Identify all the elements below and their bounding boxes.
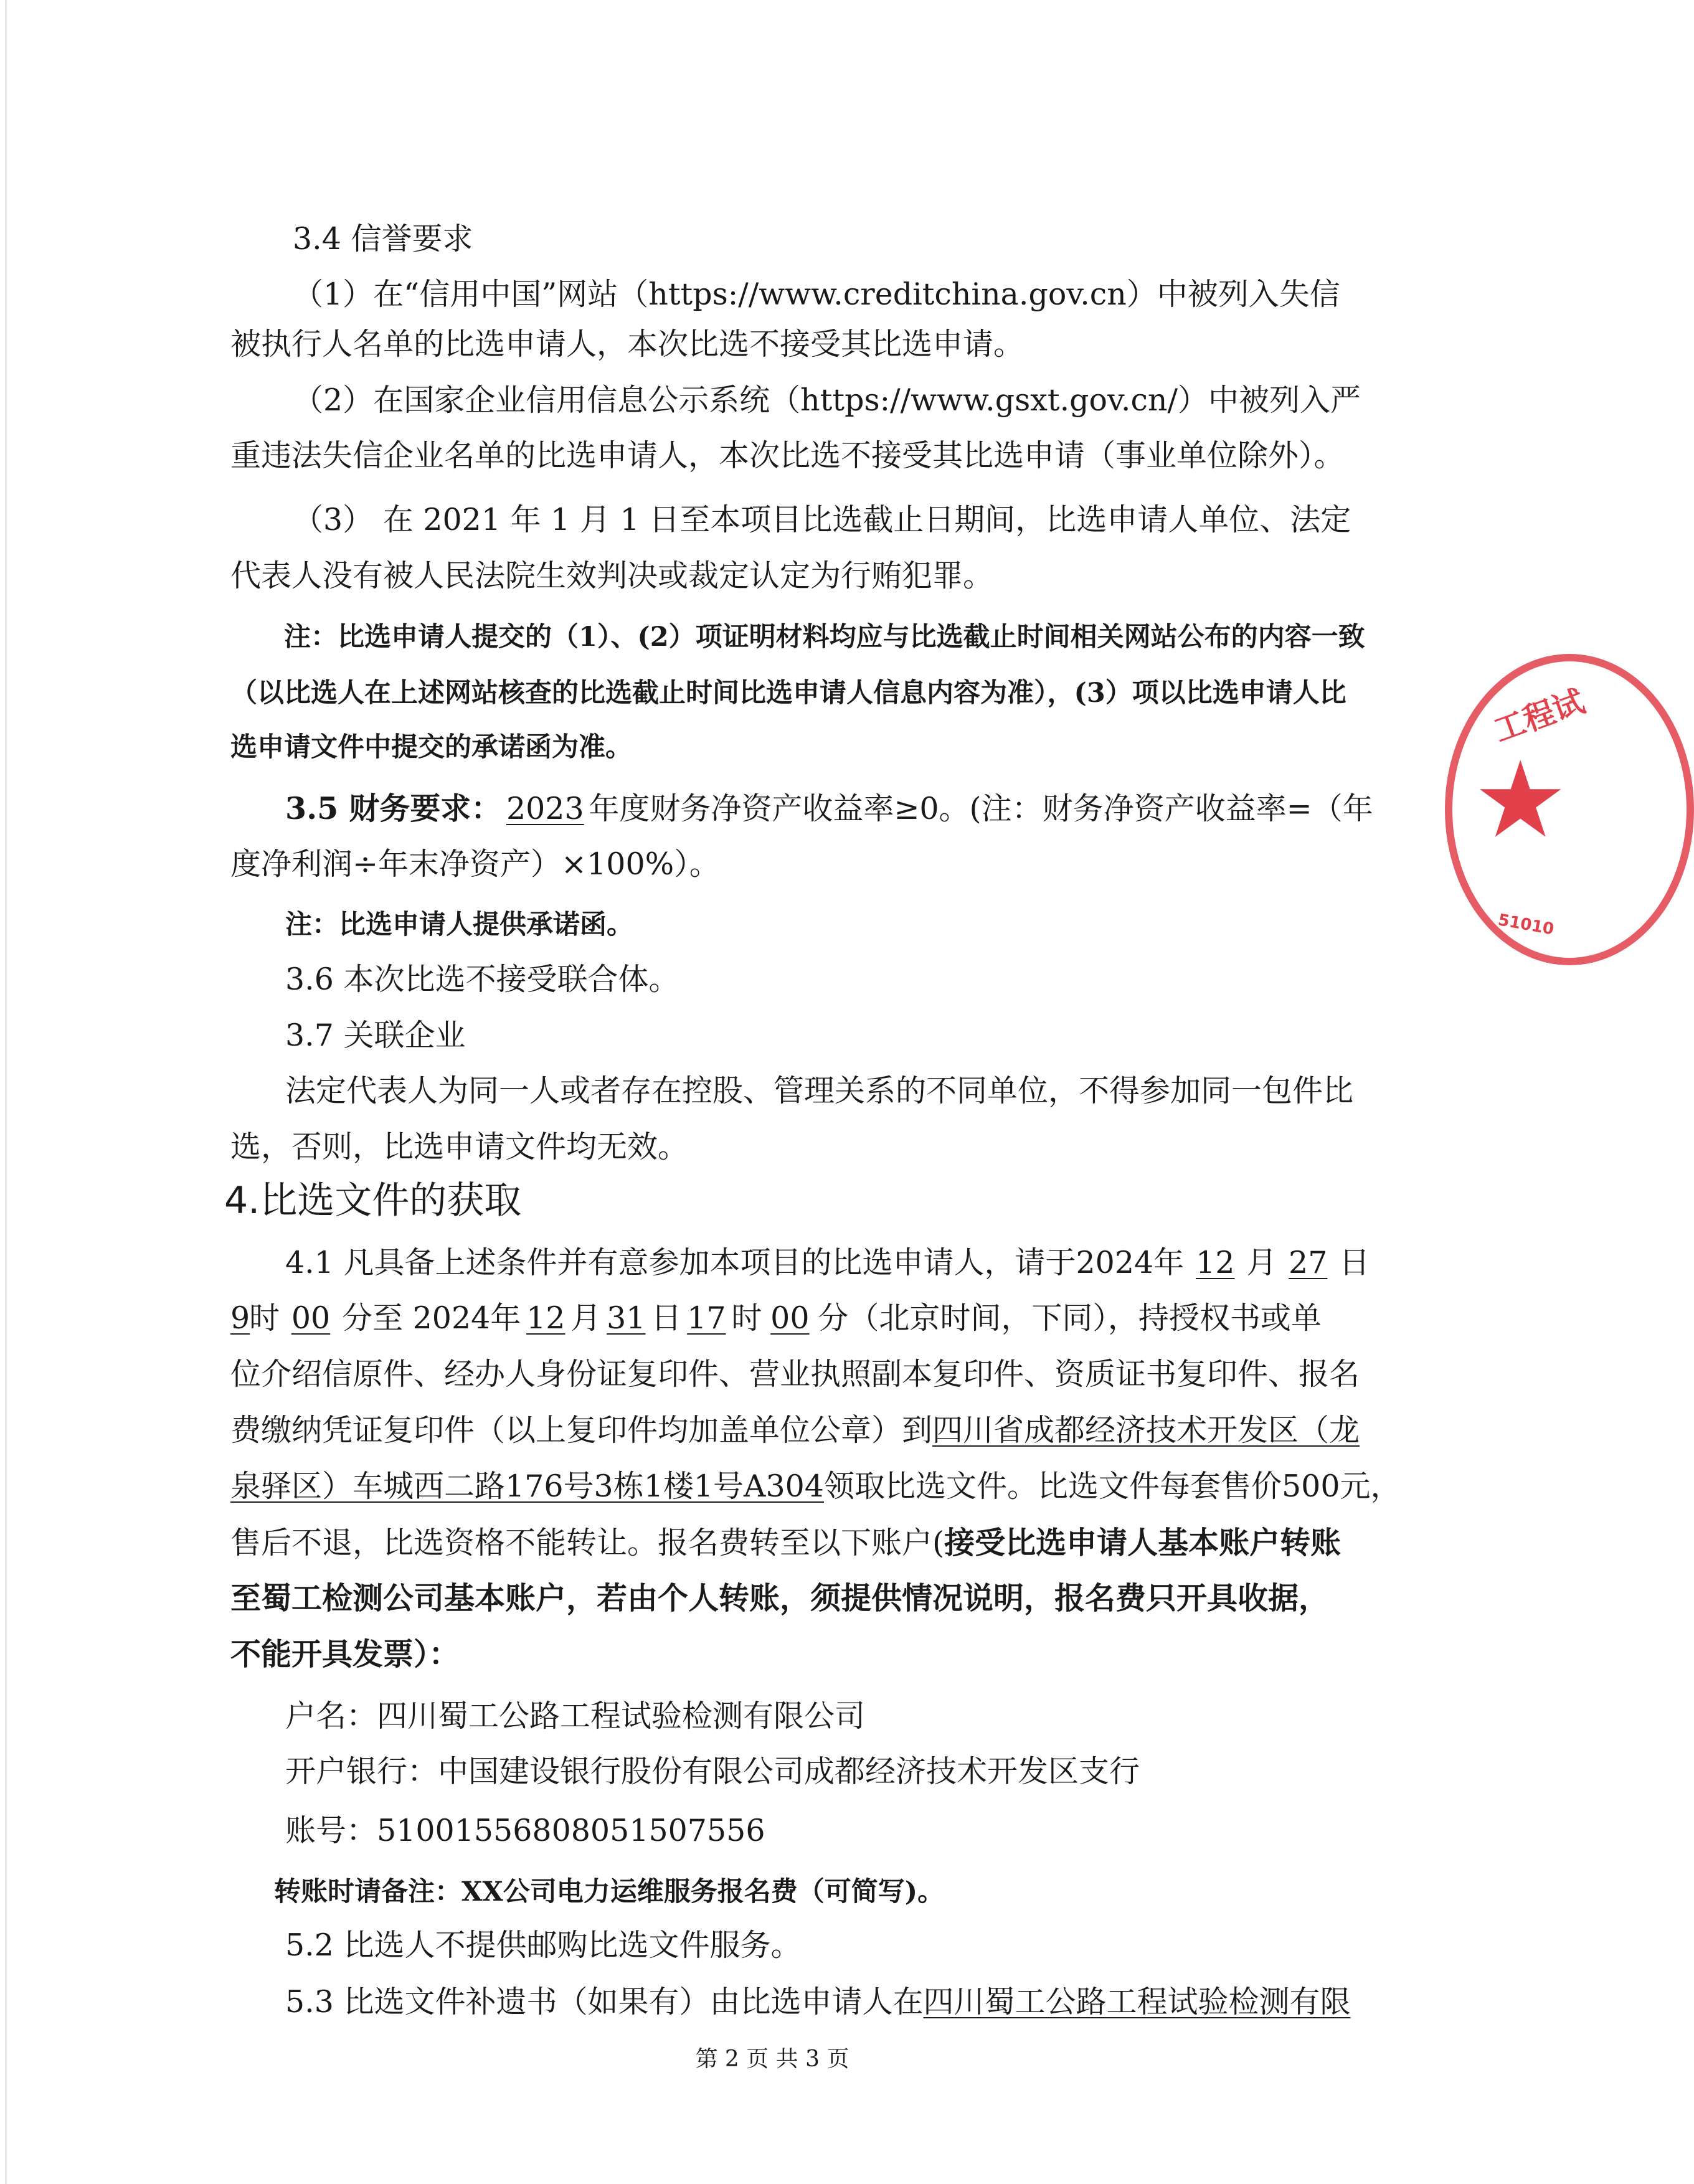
s41-line2: [230, 1300, 1364, 1337]
s34-note-line3: 选申请文件中提交的承诺函为准。: [230, 732, 632, 763]
seal-number: 51010: [1497, 910, 1556, 939]
s35-text: 年度财务净资产收益率≥0。(注：财务净资产收益率=（年: [589, 791, 1373, 826]
end-hour: 17: [687, 1300, 726, 1336]
s41-line5-text: 领取比选文件。比选文件每套售价500元，: [823, 1468, 1401, 1504]
end-minute: 00: [770, 1300, 810, 1336]
s41-line7: 至蜀工检测公司基本账户，若由个人转账，须提供情况说明，报名费只开具收据，: [230, 1580, 1330, 1616]
s41-line6: [230, 1524, 1364, 1562]
section-5-3: [285, 1983, 1364, 2021]
s53-text: 5.3 比选文件补遗书（如果有）由比选申请人在: [285, 1984, 924, 2020]
bank-name: 开户银行：中国建设银行股份有限公司成都经济技术开发区支行: [285, 1754, 1140, 1789]
start-minute: 00: [291, 1300, 331, 1336]
s41-line8: 不能开具发票）：: [230, 1636, 460, 1672]
s35-year: 2023: [506, 791, 584, 826]
section-3-7-title: 3.7 关联企业: [285, 1018, 466, 1053]
s37-line2: 选，否则，比选申请文件均无效。: [230, 1129, 689, 1165]
s41-line6-bold: 接受比选申请人基本账户转账: [944, 1525, 1341, 1561]
day-char-2: 日: [651, 1300, 682, 1336]
hour-char-2: 时: [731, 1300, 762, 1336]
scan-edge: [5, 0, 7, 2184]
s35-note: 注：比选申请人提供承诺函。: [285, 909, 633, 940]
s41-line4: [230, 1412, 1364, 1449]
s34-note-line2: （以比选人在上述网站核查的比选截止时间比选申请人信息内容为准），(3）项以比选申请人比: [230, 678, 1346, 709]
section-3-6: 3.6 本次比选不接受联合体。: [285, 962, 679, 997]
to-text: 分至 2024年: [342, 1300, 521, 1336]
start-hour: 9: [230, 1300, 250, 1336]
seal-text: 工程试: [1488, 683, 1589, 749]
s34-note-line1: 注：比选申请人提交的（1）、(2）项证明材料均应与比选截止时间相关网站公布的内容一致: [284, 622, 1365, 653]
month-char: 月: [1246, 1245, 1277, 1280]
section-4-heading: 4.比选文件的获取: [224, 1179, 522, 1222]
account-name: 户名：四川蜀工公路工程试验检测有限公司: [285, 1698, 866, 1734]
address-part1: 四川省成都经济技术开发区（龙: [932, 1412, 1360, 1448]
end-day: 31: [607, 1300, 646, 1336]
s34-para2-line2: 重违法失信企业名单的比选申请人，本次比选不接受其比选申请（事业单位除外）。: [230, 438, 1345, 473]
s34-para1-line1: （1）在“信用中国”网站（https://www.creditchina.gov.cn）中被列入失信: [293, 277, 1340, 312]
s41-lead: 4.1 凡具备上述条件并有意参加本项目的比选申请人，请于2024年: [285, 1245, 1185, 1280]
seal-star-icon: ★: [1473, 739, 1568, 862]
start-day: 27: [1289, 1245, 1328, 1280]
s41-line4-text: 费缴纳凭证复印件（以上复印件均加盖单位公章）到: [230, 1412, 933, 1448]
s41-line5: [230, 1468, 1401, 1505]
section-3-4-title: 3.4 信誉要求: [293, 221, 473, 257]
account-number: 账号：51001556808051507556: [285, 1813, 765, 1848]
s34-para1-line2: 被执行人名单的比选申请人，本次比选不接受其比选申请。: [230, 326, 1024, 362]
s41-line3: 位介绍信原件、经办人身份证复印件、营业执照副本复印件、资质证书复印件、报名: [230, 1356, 1360, 1392]
hour-char: 时: [249, 1300, 280, 1336]
s35-line2: 度净利润÷年末净资产）×100%）。: [230, 846, 720, 882]
end-month: 12: [526, 1300, 565, 1336]
day-char: 日: [1339, 1245, 1370, 1280]
s34-para2-line1: （2）在国家企业信用信息公示系统（https://www.gsxt.gov.cn/）中被列入严: [293, 382, 1361, 418]
s35-line1: [285, 790, 1373, 828]
address-part2: 泉驿区）车城西二路176号3栋1楼1号A304: [230, 1468, 824, 1504]
s37-line1: 法定代表人为同一人或者存在控股、管理关系的不同单位，不得参加同一包件比: [285, 1073, 1354, 1109]
page-footer: 第 2 页 共 3 页: [695, 2046, 849, 2072]
s34-para3-line2: 代表人没有被人民法院生效判决或裁定认定为行贿犯罪。: [230, 558, 994, 593]
s53-company: 四川蜀工公路工程试验检测有限: [923, 1984, 1351, 2020]
start-month: 12: [1196, 1245, 1235, 1280]
s41-line1: [285, 1244, 1370, 1282]
s35-label: 3.5 财务要求：: [285, 790, 502, 826]
s34-para3-line1: （3） 在 2021 年 1 月 1 日至本项目比选截止日期间，比选申请人单位、法定: [293, 502, 1351, 537]
transfer-remark: 转账时请备注：XX公司电力运维服务报名费（可简写)。: [274, 1876, 945, 1907]
s41-tail: 分（北京时间，下同），持授权书或单: [818, 1300, 1322, 1336]
month-char-2: 月: [570, 1300, 602, 1336]
section-5-2: 5.2 比选人不提供邮购比选文件服务。: [285, 1927, 802, 1963]
s41-line6-text: 售后不退，比选资格不能转让。报名费转至以下账户(: [230, 1525, 945, 1561]
